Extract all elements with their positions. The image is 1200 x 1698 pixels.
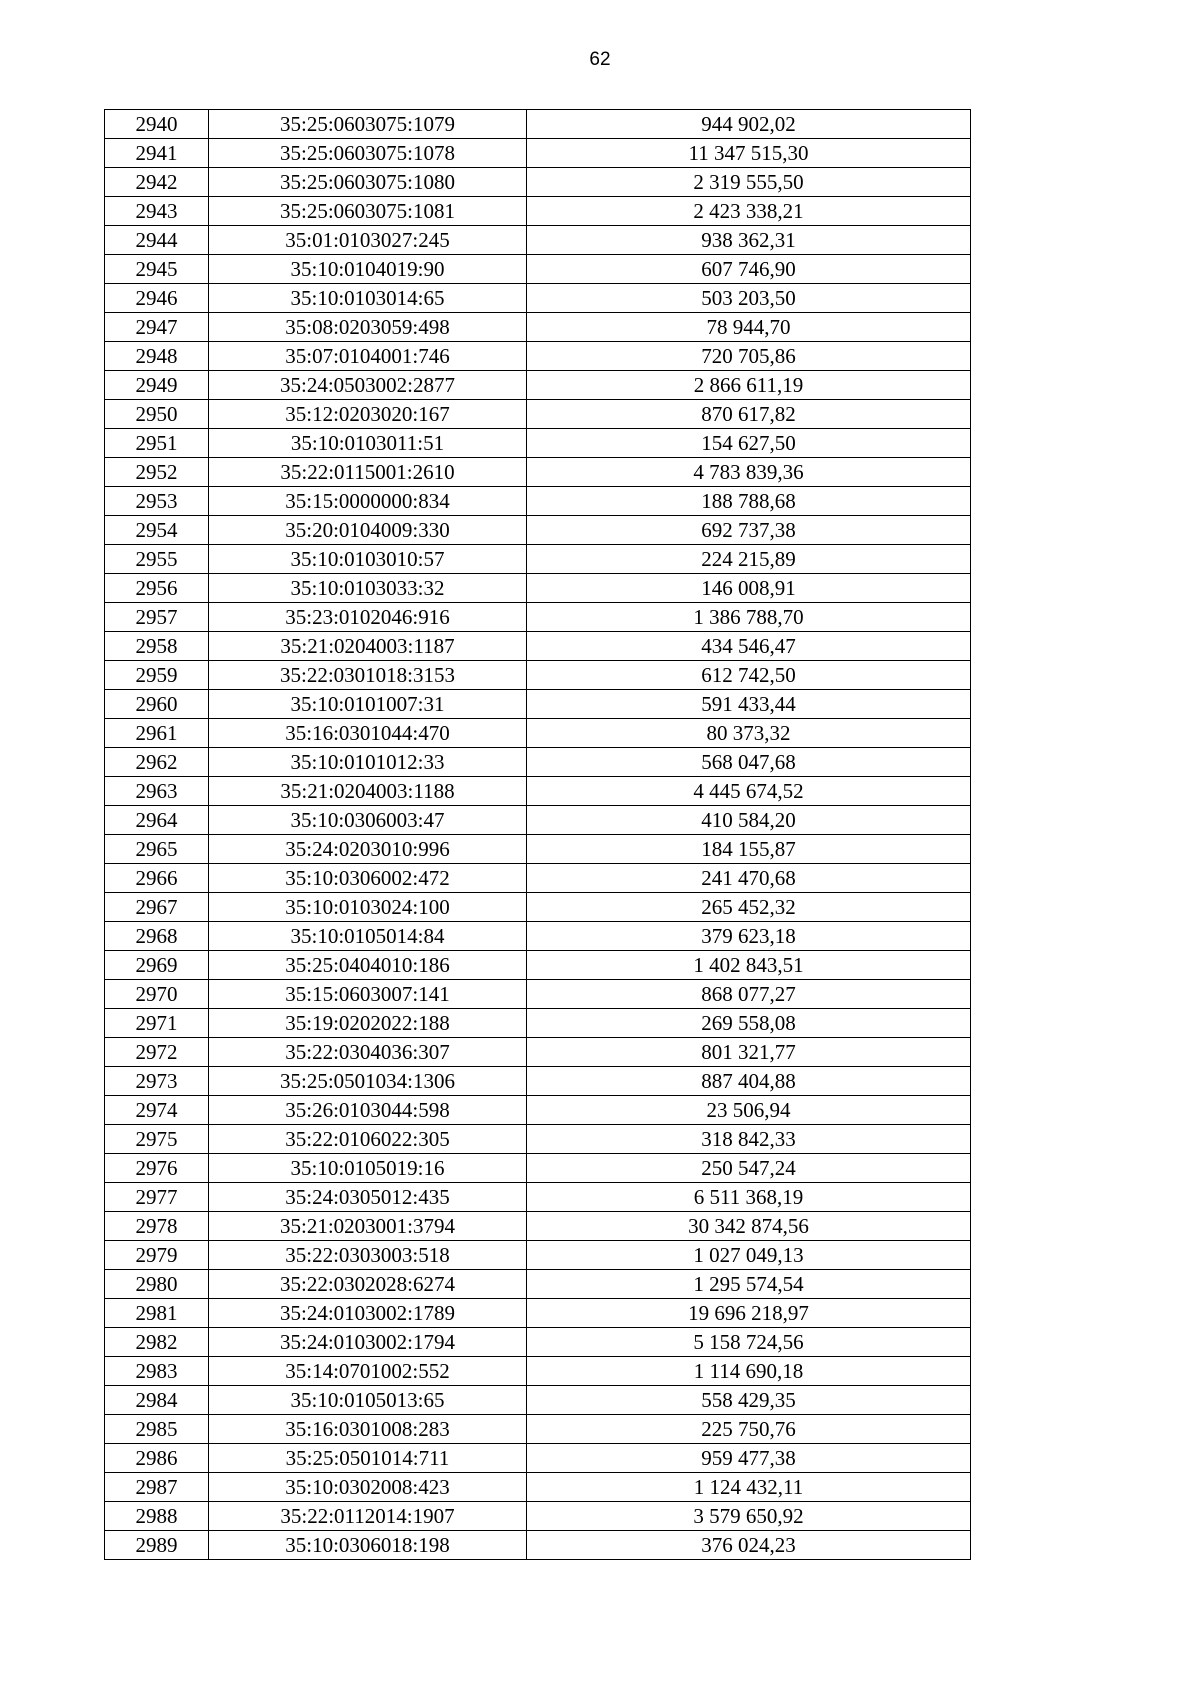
cadastral-value-table — [104, 109, 971, 1560]
cadastral-value-cell: 591 433,44 — [527, 690, 971, 719]
table-row — [105, 1183, 971, 1212]
row-number-cell: 2973 — [105, 1067, 209, 1096]
page-number: 62 — [589, 49, 611, 70]
cadastral-value-cell: 3 579 650,92 — [527, 1502, 971, 1531]
table-row — [105, 1212, 971, 1241]
cadastral-value-cell: 4 445 674,52 — [527, 777, 971, 806]
table-row — [105, 1038, 971, 1067]
row-number-cell: 2969 — [105, 951, 209, 980]
cadastral-number-cell: 35:16:0301008:283 — [209, 1415, 527, 1444]
cadastral-number-cell: 35:10:0105019:16 — [209, 1154, 527, 1183]
cadastral-number-cell: 35:25:0404010:186 — [209, 951, 527, 980]
table-row — [105, 603, 971, 632]
cadastral-value-cell: 1 402 843,51 — [527, 951, 971, 980]
row-number-cell: 2985 — [105, 1415, 209, 1444]
cadastral-number-cell: 35:10:0103010:57 — [209, 545, 527, 574]
table-row — [105, 922, 971, 951]
row-number-cell: 2955 — [105, 545, 209, 574]
cadastral-number-cell: 35:10:0103024:100 — [209, 893, 527, 922]
cadastral-number-cell: 35:10:0105013:65 — [209, 1386, 527, 1415]
cadastral-value-cell: 944 902,02 — [527, 110, 971, 139]
table-row — [105, 1473, 971, 1502]
cadastral-value-cell: 1 386 788,70 — [527, 603, 971, 632]
row-number-cell: 2951 — [105, 429, 209, 458]
row-number-cell: 2947 — [105, 313, 209, 342]
row-number-cell: 2975 — [105, 1125, 209, 1154]
table-row — [105, 197, 971, 226]
table-row — [105, 1009, 971, 1038]
cadastral-number-cell: 35:16:0301044:470 — [209, 719, 527, 748]
cadastral-number-cell: 35:25:0603075:1080 — [209, 168, 527, 197]
cadastral-number-cell: 35:24:0203010:996 — [209, 835, 527, 864]
cadastral-value-cell: 2 423 338,21 — [527, 197, 971, 226]
cadastral-value-cell: 612 742,50 — [527, 661, 971, 690]
row-number-cell: 2944 — [105, 226, 209, 255]
cadastral-number-cell: 35:25:0501034:1306 — [209, 1067, 527, 1096]
table-row — [105, 1502, 971, 1531]
row-number-cell: 2956 — [105, 574, 209, 603]
row-number-cell: 2957 — [105, 603, 209, 632]
row-number-cell: 2989 — [105, 1531, 209, 1560]
cadastral-number-cell: 35:24:0305012:435 — [209, 1183, 527, 1212]
cadastral-number-cell: 35:23:0102046:916 — [209, 603, 527, 632]
cadastral-value-cell: 80 373,32 — [527, 719, 971, 748]
cadastral-number-cell: 35:01:0103027:245 — [209, 226, 527, 255]
row-number-cell: 2941 — [105, 139, 209, 168]
table-row — [105, 661, 971, 690]
row-number-cell: 2977 — [105, 1183, 209, 1212]
cadastral-value-cell: 318 842,33 — [527, 1125, 971, 1154]
cadastral-value-cell: 1 027 049,13 — [527, 1241, 971, 1270]
row-number-cell: 2961 — [105, 719, 209, 748]
cadastral-number-cell: 35:24:0103002:1789 — [209, 1299, 527, 1328]
row-number-cell: 2949 — [105, 371, 209, 400]
cadastral-number-cell: 35:24:0503002:2877 — [209, 371, 527, 400]
cadastral-value-cell: 224 215,89 — [527, 545, 971, 574]
cadastral-number-cell: 35:22:0112014:1907 — [209, 1502, 527, 1531]
cadastral-value-cell: 801 321,77 — [527, 1038, 971, 1067]
cadastral-number-cell: 35:10:0103033:32 — [209, 574, 527, 603]
row-number-cell: 2960 — [105, 690, 209, 719]
row-number-cell: 2967 — [105, 893, 209, 922]
cadastral-number-cell: 35:25:0603075:1078 — [209, 139, 527, 168]
table-row — [105, 690, 971, 719]
row-number-cell: 2958 — [105, 632, 209, 661]
row-number-cell: 2966 — [105, 864, 209, 893]
cadastral-value-cell: 225 750,76 — [527, 1415, 971, 1444]
cadastral-value-cell: 1 124 432,11 — [527, 1473, 971, 1502]
table-row — [105, 1444, 971, 1473]
cadastral-value-cell: 692 737,38 — [527, 516, 971, 545]
row-number-cell: 2971 — [105, 1009, 209, 1038]
table-row — [105, 951, 971, 980]
cadastral-number-cell: 35:24:0103002:1794 — [209, 1328, 527, 1357]
table-row — [105, 1415, 971, 1444]
row-number-cell: 2968 — [105, 922, 209, 951]
cadastral-number-cell: 35:15:0603007:141 — [209, 980, 527, 1009]
cadastral-number-cell: 35:10:0306002:472 — [209, 864, 527, 893]
table-row — [105, 893, 971, 922]
table-row — [105, 168, 971, 197]
row-number-cell: 2962 — [105, 748, 209, 777]
row-number-cell: 2942 — [105, 168, 209, 197]
table-row — [105, 284, 971, 313]
table-row — [105, 516, 971, 545]
row-number-cell: 2983 — [105, 1357, 209, 1386]
table-row — [105, 429, 971, 458]
table-row — [105, 400, 971, 429]
table-row — [105, 313, 971, 342]
table-row — [105, 748, 971, 777]
cadastral-number-cell: 35:10:0101007:31 — [209, 690, 527, 719]
row-number-cell: 2984 — [105, 1386, 209, 1415]
cadastral-number-cell: 35:21:0204003:1187 — [209, 632, 527, 661]
table-row — [105, 226, 971, 255]
cadastral-number-cell: 35:10:0306003:47 — [209, 806, 527, 835]
cadastral-value-cell: 379 623,18 — [527, 922, 971, 951]
row-number-cell: 2986 — [105, 1444, 209, 1473]
cadastral-value-cell: 269 558,08 — [527, 1009, 971, 1038]
row-number-cell: 2948 — [105, 342, 209, 371]
row-number-cell: 2979 — [105, 1241, 209, 1270]
cadastral-value-cell: 1 114 690,18 — [527, 1357, 971, 1386]
row-number-cell: 2978 — [105, 1212, 209, 1241]
table-row — [105, 1531, 971, 1560]
cadastral-value-cell: 184 155,87 — [527, 835, 971, 864]
row-number-cell: 2964 — [105, 806, 209, 835]
table-row — [105, 632, 971, 661]
cadastral-value-cell: 568 047,68 — [527, 748, 971, 777]
row-number-cell: 2970 — [105, 980, 209, 1009]
table-body — [105, 110, 971, 1560]
cadastral-number-cell: 35:21:0204003:1188 — [209, 777, 527, 806]
row-number-cell: 2943 — [105, 197, 209, 226]
row-number-cell: 2959 — [105, 661, 209, 690]
table-row — [105, 777, 971, 806]
row-number-cell: 2965 — [105, 835, 209, 864]
cadastral-value-cell: 146 008,91 — [527, 574, 971, 603]
row-number-cell: 2974 — [105, 1096, 209, 1125]
cadastral-number-cell: 35:12:0203020:167 — [209, 400, 527, 429]
cadastral-value-cell: 1 295 574,54 — [527, 1270, 971, 1299]
cadastral-value-cell: 19 696 218,97 — [527, 1299, 971, 1328]
cadastral-number-cell: 35:22:0301018:3153 — [209, 661, 527, 690]
row-number-cell: 2954 — [105, 516, 209, 545]
cadastral-number-cell: 35:10:0103014:65 — [209, 284, 527, 313]
cadastral-value-cell: 959 477,38 — [527, 1444, 971, 1473]
cadastral-value-cell: 720 705,86 — [527, 342, 971, 371]
cadastral-number-cell: 35:10:0101012:33 — [209, 748, 527, 777]
cadastral-value-cell: 2 319 555,50 — [527, 168, 971, 197]
cadastral-value-cell: 23 506,94 — [527, 1096, 971, 1125]
table-row — [105, 371, 971, 400]
row-number-cell: 2952 — [105, 458, 209, 487]
table-row — [105, 342, 971, 371]
cadastral-number-cell: 35:26:0103044:598 — [209, 1096, 527, 1125]
cadastral-number-cell: 35:25:0501014:711 — [209, 1444, 527, 1473]
table-row — [105, 806, 971, 835]
cadastral-number-cell: 35:10:0105014:84 — [209, 922, 527, 951]
cadastral-value-cell: 4 783 839,36 — [527, 458, 971, 487]
cadastral-value-cell: 30 342 874,56 — [527, 1212, 971, 1241]
table-row — [105, 110, 971, 139]
cadastral-number-cell: 35:14:0701002:552 — [209, 1357, 527, 1386]
row-number-cell: 2976 — [105, 1154, 209, 1183]
table-row — [105, 719, 971, 748]
table-row — [105, 980, 971, 1009]
cadastral-value-cell: 558 429,35 — [527, 1386, 971, 1415]
cadastral-number-cell: 35:10:0302008:423 — [209, 1473, 527, 1502]
cadastral-value-cell: 241 470,68 — [527, 864, 971, 893]
row-number-cell: 2953 — [105, 487, 209, 516]
cadastral-value-cell: 188 788,68 — [527, 487, 971, 516]
cadastral-number-cell: 35:22:0302028:6274 — [209, 1270, 527, 1299]
table-row — [105, 835, 971, 864]
row-number-cell: 2980 — [105, 1270, 209, 1299]
table-row — [105, 139, 971, 168]
cadastral-value-cell: 503 203,50 — [527, 284, 971, 313]
row-number-cell: 2981 — [105, 1299, 209, 1328]
cadastral-number-cell: 35:22:0304036:307 — [209, 1038, 527, 1067]
cadastral-value-cell: 376 024,23 — [527, 1531, 971, 1560]
table-row — [105, 1357, 971, 1386]
table-row — [105, 545, 971, 574]
cadastral-value-cell: 868 077,27 — [527, 980, 971, 1009]
cadastral-value-cell: 410 584,20 — [527, 806, 971, 835]
table-row — [105, 1328, 971, 1357]
cadastral-number-cell: 35:25:0603075:1081 — [209, 197, 527, 226]
cadastral-value-cell: 6 511 368,19 — [527, 1183, 971, 1212]
cadastral-value-cell: 887 404,88 — [527, 1067, 971, 1096]
row-number-cell: 2950 — [105, 400, 209, 429]
table-row — [105, 1067, 971, 1096]
cadastral-number-cell: 35:20:0104009:330 — [209, 516, 527, 545]
cadastral-number-cell: 35:15:0000000:834 — [209, 487, 527, 516]
cadastral-value-cell: 11 347 515,30 — [527, 139, 971, 168]
cadastral-value-cell: 265 452,32 — [527, 893, 971, 922]
row-number-cell: 2945 — [105, 255, 209, 284]
table-row — [105, 1270, 971, 1299]
cadastral-number-cell: 35:07:0104001:746 — [209, 342, 527, 371]
table-row — [105, 1154, 971, 1183]
row-number-cell: 2987 — [105, 1473, 209, 1502]
cadastral-number-cell: 35:08:0203059:498 — [209, 313, 527, 342]
table-row — [105, 1096, 971, 1125]
row-number-cell: 2963 — [105, 777, 209, 806]
table-row — [105, 1125, 971, 1154]
table-row — [105, 1299, 971, 1328]
cadastral-number-cell: 35:21:0203001:3794 — [209, 1212, 527, 1241]
cadastral-number-cell: 35:25:0603075:1079 — [209, 110, 527, 139]
cadastral-value-cell: 5 158 724,56 — [527, 1328, 971, 1357]
table-row — [105, 458, 971, 487]
row-number-cell: 2972 — [105, 1038, 209, 1067]
cadastral-value-cell: 870 617,82 — [527, 400, 971, 429]
table-row — [105, 1386, 971, 1415]
cadastral-value-cell: 2 866 611,19 — [527, 371, 971, 400]
cadastral-number-cell: 35:10:0103011:51 — [209, 429, 527, 458]
cadastral-number-cell: 35:10:0306018:198 — [209, 1531, 527, 1560]
table-row — [105, 1241, 971, 1270]
row-number-cell: 2982 — [105, 1328, 209, 1357]
table-row — [105, 574, 971, 603]
cadastral-value-cell: 250 547,24 — [527, 1154, 971, 1183]
table-row — [105, 255, 971, 284]
row-number-cell: 2946 — [105, 284, 209, 313]
table-row — [105, 864, 971, 893]
cadastral-number-cell: 35:19:0202022:188 — [209, 1009, 527, 1038]
cadastral-number-cell: 35:10:0104019:90 — [209, 255, 527, 284]
cadastral-value-cell: 607 746,90 — [527, 255, 971, 284]
row-number-cell: 2940 — [105, 110, 209, 139]
cadastral-number-cell: 35:22:0106022:305 — [209, 1125, 527, 1154]
cadastral-number-cell: 35:22:0115001:2610 — [209, 458, 527, 487]
table-row — [105, 487, 971, 516]
cadastral-value-cell: 938 362,31 — [527, 226, 971, 255]
cadastral-number-cell: 35:22:0303003:518 — [209, 1241, 527, 1270]
cadastral-value-cell: 78 944,70 — [527, 313, 971, 342]
row-number-cell: 2988 — [105, 1502, 209, 1531]
cadastral-value-cell: 154 627,50 — [527, 429, 971, 458]
cadastral-value-cell: 434 546,47 — [527, 632, 971, 661]
